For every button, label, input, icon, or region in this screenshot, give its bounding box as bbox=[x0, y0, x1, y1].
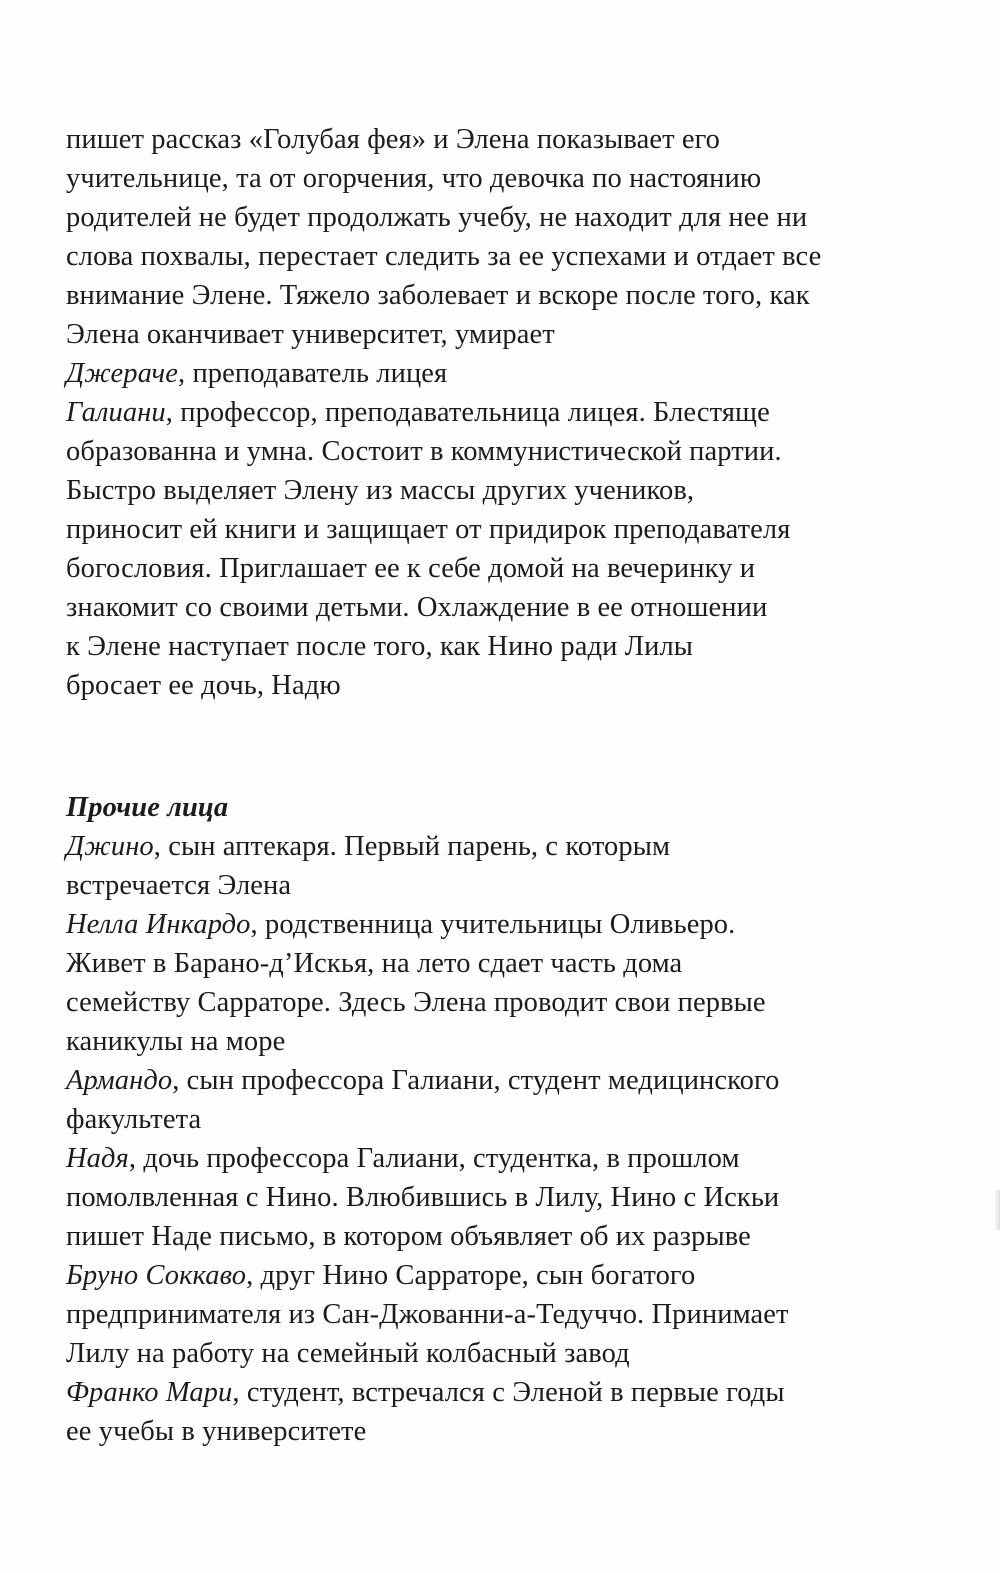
text-line: Лилу на работу на семейный колбасный завод bbox=[66, 1338, 630, 1369]
text-line: пишет Наде письмо, в котором объявляет об их разрыве bbox=[66, 1221, 751, 1252]
text-line: приносит ей книги и защищает от придирок преподавателя bbox=[66, 514, 791, 545]
text-line: предпринимателя из Сан-Джованни-а-Тедуччо. Принимает bbox=[66, 1299, 789, 1330]
character-name: Франко Мари bbox=[66, 1377, 233, 1408]
text-line: помолвленная с Нино. Влюбившись в Лилу, Нино с Искьи bbox=[66, 1182, 780, 1213]
entry-franco bbox=[66, 1373, 946, 1412]
text-line: семейству Сарраторе. Здесь Элена проводит свои первые bbox=[66, 987, 766, 1018]
text-line: факультета bbox=[66, 1104, 202, 1135]
entry-nella bbox=[66, 905, 946, 944]
text-line: встречается Элена bbox=[66, 870, 292, 901]
page-edge-shadow bbox=[994, 1190, 1000, 1230]
character-name: Джераче bbox=[66, 358, 178, 389]
text-line: богословия. Приглашает ее к себе домой на вечеринку и bbox=[66, 553, 756, 584]
text-line: учительнице, та от огорчения, что девочка по настоянию bbox=[66, 163, 762, 194]
text-line: образованна и умна. Состоит в коммунистической партии. bbox=[66, 436, 782, 467]
character-description: , студент, встречался с Эленой в первые годы bbox=[232, 1377, 785, 1408]
text-line: Быстро выделяет Элену из массы других учеников, bbox=[66, 475, 695, 506]
character-name: Надя bbox=[66, 1143, 129, 1174]
character-name: Галиани bbox=[66, 397, 166, 428]
character-description: , профессор, преподавательница лицея. Блестяще bbox=[165, 397, 770, 428]
section-heading: Прочие лица bbox=[66, 792, 229, 823]
text-line: внимание Элене. Тяжело заболевает и вскоре после того, как bbox=[66, 280, 810, 311]
character-name: Армандо bbox=[66, 1065, 173, 1096]
text-line: родителей не будет продолжать учебу, не находит для нее ни bbox=[66, 202, 808, 233]
entry-galiani bbox=[66, 393, 946, 432]
text-line: Живет в Барано-д’Искья, на лето сдает часть дома bbox=[66, 948, 683, 979]
text-line: к Элене наступает после того, как Нино ради Лилы bbox=[66, 631, 694, 662]
text-line: пишет рассказ «Голубая фея» и Элена показывает его bbox=[66, 124, 721, 155]
entry-bruno bbox=[66, 1256, 946, 1295]
character-description: , сын профессора Галиани, студент медицинского bbox=[172, 1065, 780, 1096]
text-line: Элена оканчивает университет, умирает bbox=[66, 319, 555, 350]
text-line: бросает ее дочь, Надю bbox=[66, 670, 341, 701]
character-name: Бруно Соккаво bbox=[66, 1260, 247, 1291]
character-description: , преподаватель лицея bbox=[178, 358, 448, 389]
character-name: Джино bbox=[66, 831, 154, 862]
character-description: , сын аптекаря. Первый парень, с которым bbox=[153, 831, 671, 862]
character-description: , дочь профессора Галиани, студентка, в прошлом bbox=[128, 1143, 740, 1174]
character-description: , друг Нино Сарраторе, сын богатого bbox=[246, 1260, 696, 1291]
character-list-top bbox=[66, 120, 946, 705]
text-line: слова похвалы, перестает следить за ее успехами и отдает все bbox=[66, 241, 822, 272]
character-name: Нелла Инкардо bbox=[66, 909, 251, 940]
text-line: ее учебы в университете bbox=[66, 1416, 367, 1447]
entry-gino bbox=[66, 827, 946, 866]
text-line: каникулы на море bbox=[66, 1026, 286, 1057]
entry-armando bbox=[66, 1061, 946, 1100]
entry-gerace bbox=[66, 354, 946, 393]
entry-nadia bbox=[66, 1139, 946, 1178]
character-description: , родственница учительницы Оливьеро. bbox=[250, 909, 736, 940]
text-line: знакомит со своими детьми. Охлаждение в ее отношении bbox=[66, 592, 768, 623]
character-list-other bbox=[66, 788, 946, 1451]
